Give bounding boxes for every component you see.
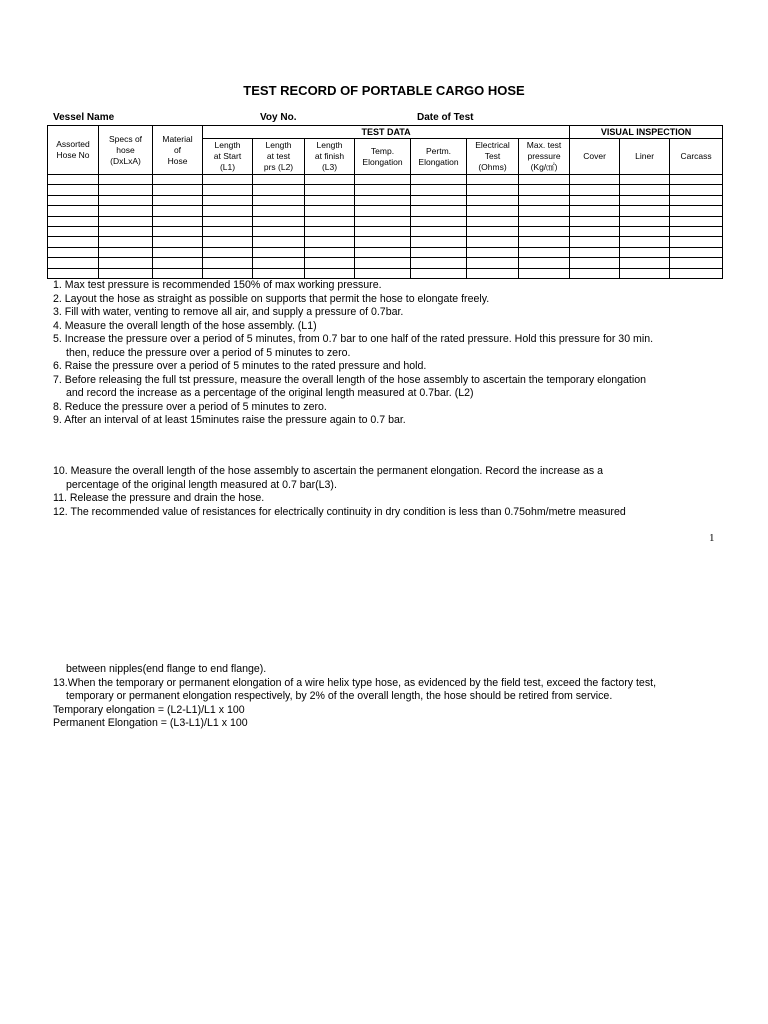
table-cell[interactable] [670,237,723,247]
note-line: temporary or permanent elongation respectively, by 2% of the overall length, the hose should be retired from service. [66,690,613,702]
table-cell[interactable] [48,258,99,268]
table-cell[interactable] [570,247,620,257]
table-cell[interactable] [519,258,570,268]
table-cell[interactable] [48,247,99,257]
note-line: percentage of the original length measured at 0.7 bar(L3). [66,478,337,491]
col-header-electrical-test: Electrical Test (Ohms) [467,139,519,175]
table-cell[interactable] [203,175,253,185]
table-cell[interactable] [519,175,570,185]
group-header-test-data: TEST DATA [203,126,570,139]
table-cell[interactable] [570,226,620,236]
table-cell[interactable] [48,216,99,226]
note-line: 2. Layout the hose as straight as possible on supports that permit the hose to elongate freely. [53,292,490,305]
note-line: 8. Reduce the pressure over a period of 5 minutes to zero. [53,400,327,413]
table-cell[interactable] [99,206,153,216]
table-cell[interactable] [153,226,203,236]
table-cell[interactable] [305,185,355,195]
table-cell[interactable] [570,268,620,278]
table-cell[interactable] [570,237,620,247]
table-cell[interactable] [519,195,570,205]
table-cell[interactable] [253,258,305,268]
note-line: 6. Raise the pressure over a period of 5 minutes to the rated pressure and hold. [53,360,427,372]
table-cell[interactable] [670,268,723,278]
table-cell[interactable] [467,175,519,185]
table-cell[interactable] [253,195,305,205]
table-cell[interactable] [411,258,467,268]
col-header-length-at-finish: Length at finish (L3) [305,139,355,175]
table-cell[interactable] [305,195,355,205]
table-cell[interactable] [48,195,99,205]
table-cell[interactable] [570,195,620,205]
table-cell[interactable] [670,175,723,185]
test-record-table [47,125,723,279]
table-cell[interactable] [519,185,570,195]
table-cell[interactable] [519,268,570,278]
table-cell[interactable] [620,185,670,195]
table-cell[interactable] [519,247,570,257]
table-cell[interactable] [153,237,203,247]
table-cell[interactable] [355,216,411,226]
table-cell[interactable] [99,185,153,195]
table-cell[interactable] [670,247,723,257]
table-cell[interactable] [253,216,305,226]
table-cell[interactable] [203,185,253,195]
table-cell[interactable] [670,258,723,268]
date-of-test-label: Date of Test [417,112,474,123]
table-cell[interactable] [253,185,305,195]
col-header-carcass: Carcass [670,139,723,175]
table-cell[interactable] [467,206,519,216]
table-cell[interactable] [467,195,519,205]
table-cell[interactable] [570,258,620,268]
table-cell[interactable] [99,258,153,268]
table-cell[interactable] [620,268,670,278]
table-cell[interactable] [570,175,620,185]
page-number: 1 [709,532,715,544]
table-cell[interactable] [99,226,153,236]
table-cell[interactable] [153,195,203,205]
voy-no-label: Voy No. [260,112,297,123]
vessel-name-label: Vessel Name [53,112,115,123]
table-cell[interactable] [253,268,305,278]
table-cell[interactable] [670,185,723,195]
table-row [48,216,723,226]
table-cell[interactable] [670,216,723,226]
col-header-specs-of-hose: Specs of hose (DxLxA) [99,126,153,175]
note-line: then, reduce the pressure over a period of 5 minutes to zero. [66,346,351,359]
table-cell[interactable] [355,226,411,236]
table-cell[interactable] [620,237,670,247]
table-cell[interactable] [411,268,467,278]
table-cell[interactable] [153,175,203,185]
table-cell[interactable] [411,247,467,257]
col-header-length-at-start: Length at Start (L1) [203,139,253,175]
table-cell[interactable] [203,258,253,268]
document-title: TEST RECORD OF PORTABLE CARGO HOSE [243,83,525,98]
table-cell[interactable] [203,206,253,216]
table-row [48,185,723,195]
col-header-length-at-test-prs: Length at test prs (L2) [253,139,305,175]
table-cell[interactable] [48,185,99,195]
col-header-temp-elongation: Temp. Elongation [355,139,411,175]
note-line: 10. Measure the overall length of the hose assembly to ascertain the permanent elongation. Record the increase as a [53,465,604,477]
table-cell[interactable] [305,175,355,185]
table-cell[interactable] [519,237,570,247]
table-cell[interactable] [670,206,723,216]
table-row [48,258,723,268]
table-cell[interactable] [305,237,355,247]
table-cell[interactable] [570,216,620,226]
table-cell[interactable] [253,247,305,257]
table-cell[interactable] [355,268,411,278]
table-cell[interactable] [203,195,253,205]
table-cell[interactable] [153,185,203,195]
note-line: 9. After an interval of at least 15minutes raise the pressure again to 0.7 bar. [53,414,406,426]
table-cell[interactable] [99,268,153,278]
col-header-material-of-hose: Material of Hose [153,126,203,175]
note-line: 11. Release the pressure and drain the hose. [53,492,265,504]
table-cell[interactable] [253,226,305,236]
table-cell[interactable] [203,216,253,226]
col-header-pertm-elongation: Pertm. Elongation [411,139,467,175]
col-header-assorted-hose-no: Assorted Hose No [48,126,99,175]
table-cell[interactable] [99,195,153,205]
table-cell[interactable] [355,175,411,185]
table-cell[interactable] [305,226,355,236]
table-cell[interactable] [48,206,99,216]
table-row [48,268,723,278]
table-cell[interactable] [99,216,153,226]
note-line: 4. Measure the overall length of the hose assembly. (L1) [53,319,317,332]
col-header-max-test-pressure: Max. test pressure (Kg/㎠) [519,139,570,175]
table-cell[interactable] [467,216,519,226]
table-row [48,247,723,257]
table-cell[interactable] [153,258,203,268]
table-cell[interactable] [467,237,519,247]
table-cell[interactable] [411,206,467,216]
table-cell[interactable] [570,206,620,216]
table-cell[interactable] [305,268,355,278]
table-cell[interactable] [620,258,670,268]
table-row [48,206,723,216]
table-cell[interactable] [670,195,723,205]
note-line: 7. Before releasing the full tst pressure, measure the overall length of the hose assembly to ascertain the temporary elongation [53,373,646,386]
table-cell[interactable] [203,247,253,257]
table-cell[interactable] [467,226,519,236]
table-cell[interactable] [620,247,670,257]
note-line: between nipples(end flange to end flange). [66,663,267,675]
table-cell[interactable] [305,216,355,226]
table-cell[interactable] [411,185,467,195]
table-cell[interactable] [253,175,305,185]
table-cell[interactable] [153,268,203,278]
table-row [48,237,723,247]
table-cell[interactable] [99,175,153,185]
table-cell[interactable] [48,175,99,185]
table-cell[interactable] [411,195,467,205]
table-cell[interactable] [467,268,519,278]
table-cell[interactable] [519,226,570,236]
table-cell[interactable] [153,206,203,216]
table-cell[interactable] [620,195,670,205]
note-line: 12. The recommended value of resistances for electrically continuity in dry condition is less than 0.75ohm/metre measured [53,505,626,518]
table-cell[interactable] [355,206,411,216]
table-cell[interactable] [411,237,467,247]
note-line: 13.When the temporary or permanent elongation of a wire helix type hose, as evidenced by the field test, exceed the factory test, [53,676,657,689]
table-cell[interactable] [467,185,519,195]
table-cell[interactable] [570,185,620,195]
table-cell[interactable] [355,247,411,257]
table-cell[interactable] [411,216,467,226]
table-cell[interactable] [48,268,99,278]
table-cell[interactable] [203,226,253,236]
table-row [48,175,723,185]
table-cell[interactable] [620,226,670,236]
table-cell[interactable] [253,206,305,216]
table-cell[interactable] [203,268,253,278]
table-cell[interactable] [355,237,411,247]
note-line: and record the increase as a percentage of the original length measured at 0.7bar. (L2) [66,387,474,399]
procedure-notes-part2 [53,465,733,519]
table-cell[interactable] [519,206,570,216]
table-cell[interactable] [355,185,411,195]
table-cell[interactable] [305,206,355,216]
table-cell[interactable] [355,195,411,205]
table-cell[interactable] [305,247,355,257]
note-line: Permanent Elongation = (L3-L1)/L1 x 100 [53,717,248,729]
table-cell[interactable] [153,247,203,257]
table-cell[interactable] [48,237,99,247]
table-cell[interactable] [253,237,305,247]
procedure-notes-part3 [53,663,733,731]
table-cell[interactable] [467,247,519,257]
col-header-cover: Cover [570,139,620,175]
table-cell[interactable] [519,216,570,226]
table-cell[interactable] [355,258,411,268]
group-header-visual-inspection: VISUAL INSPECTION [570,126,723,139]
note-line: 1. Max test pressure is recommended 150% of max working pressure. [53,279,382,291]
table-cell[interactable] [411,175,467,185]
table-cell[interactable] [99,237,153,247]
note-line: 5. Increase the pressure over a period of 5 minutes, from 0.7 bar to one half of the rated pressure. Hold this pressure for 30 min. [53,333,654,345]
table-cell[interactable] [670,226,723,236]
table-cell[interactable] [153,216,203,226]
table-row [48,195,723,205]
table-cell[interactable] [203,237,253,247]
table-cell[interactable] [305,258,355,268]
table-cell[interactable] [411,226,467,236]
note-line: Temporary elongation = (L2-L1)/L1 x 100 [53,703,245,716]
col-header-liner: Liner [620,139,670,175]
table-cell[interactable] [620,216,670,226]
table-cell[interactable] [620,206,670,216]
procedure-notes-part1 [53,279,733,428]
table-cell[interactable] [99,247,153,257]
table-cell[interactable] [467,258,519,268]
table-cell[interactable] [48,226,99,236]
table-cell[interactable] [620,175,670,185]
note-line: 3. Fill with water, venting to remove all air, and supply a pressure of 0.7bar. [53,306,404,318]
table-row [48,226,723,236]
